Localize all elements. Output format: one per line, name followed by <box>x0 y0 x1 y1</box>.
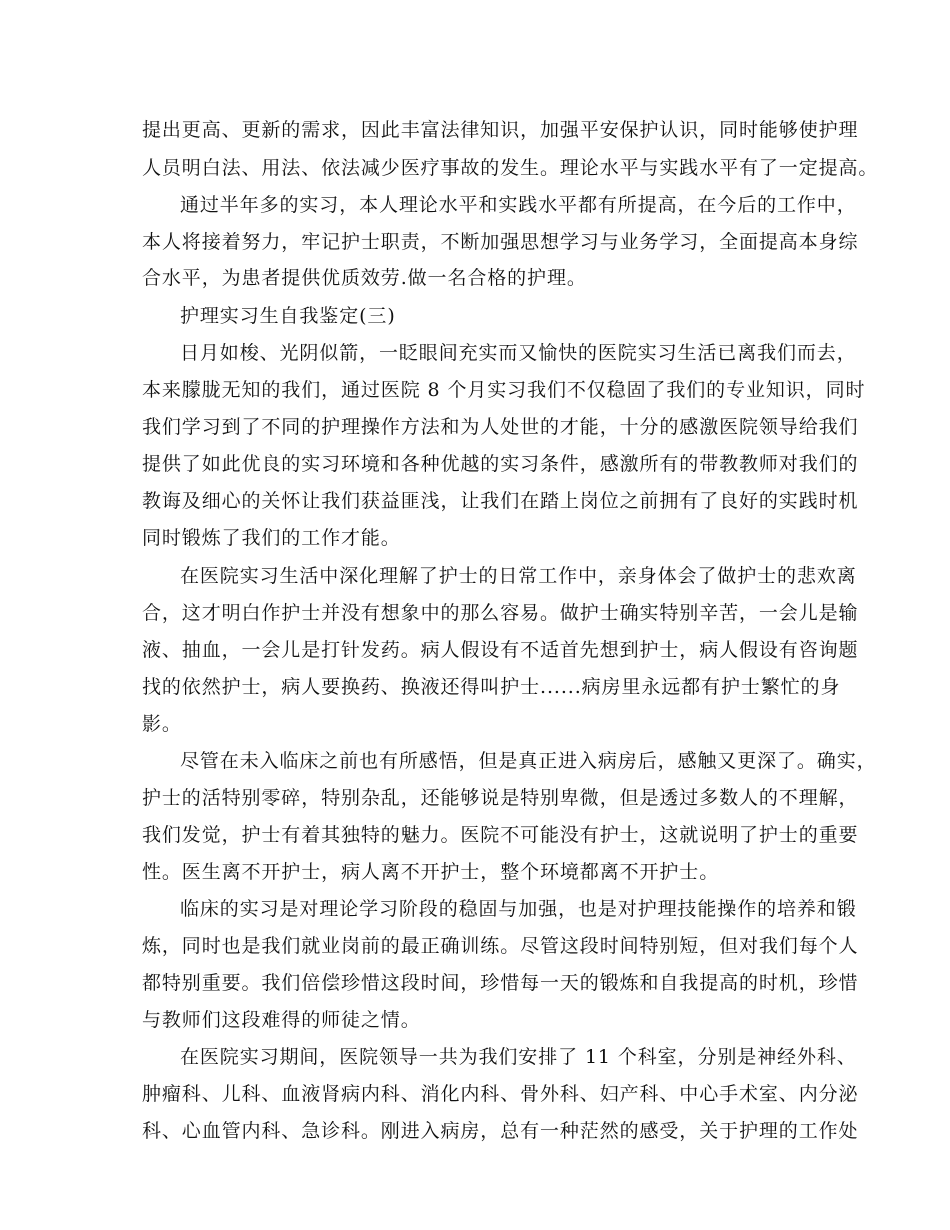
text-line-24: 都特别重要。我们倍偿珍惜这段时间，珍惜每一天的锻炼和自我提高的时机，珍惜 <box>142 972 859 994</box>
text-line-7: 日月如梭、光阴似箭，一眨眼间充实而又愉快的医院实习生活已离我们而去， <box>180 342 857 364</box>
text-line-10: 提供了如此优良的实习环境和各种优越的实习条件，感激所有的带教教师对我们的 <box>142 453 859 475</box>
text-line-27: 肿瘤科、儿科、血液肾病内科、消化内科、骨外科、妇产科、中心手术室、内分泌 <box>142 1083 859 1105</box>
text-line-22: 临床的实习是对理论学习阶段的稳固与加强，也是对护理技能操作的培养和锻 <box>180 898 857 920</box>
text-line-3: 通过半年多的实习，本人理论水平和实践水平都有所提高，在今后的工作中， <box>180 194 857 216</box>
text-line-23: 炼，同时也是我们就业岗前的最正确训练。尽管这段时间特别短，但对我们每个人 <box>142 935 859 957</box>
text-line-19: 护士的活特别零碎，特别杂乱，还能够说是特别卑微，但是透过多数人的不理解， <box>142 787 859 809</box>
text-line-11: 教诲及细心的关怀让我们获益匪浅，让我们在踏上岗位之前拥有了良好的实践时机 <box>142 490 859 512</box>
text-line-18: 尽管在未入临床之前也有所感悟，但是真正进入病房后，感触又更深了。确实， <box>180 750 877 772</box>
section-heading: 护理实习生自我鉴定(三) <box>180 305 396 327</box>
text-line-4: 本人将接着努力，牢记护士职责，不断加强思想学习与业务学习，全面提高本身综 <box>142 231 859 253</box>
text-line-20: 我们发觉，护士有着其独特的魅力。医院不可能没有护士，这就说明了护士的重要 <box>142 824 859 846</box>
text-line-9: 我们学习到了不同的护理操作方法和为人处世的才能，十分的感激医院领导给我们 <box>142 416 859 438</box>
text-line-17: 影。 <box>142 713 182 735</box>
text-line-8: 本来朦胧无知的我们，通过医院 8 个月实习我们不仅稳固了我们的专业知识，同时 <box>142 379 866 401</box>
text-line-25: 与教师们这段难得的师徒之情。 <box>142 1009 421 1031</box>
text-line-15: 液、抽血，一会儿是打针发药。病人假设有不适首先想到护士，病人假设有咨询题 <box>142 639 859 661</box>
text-line-21: 性。医生离不开护士，病人离不开护士，整个环境都离不开护士。 <box>142 861 720 883</box>
text-line-2: 人员明白法、用法、依法减少医疗事故的发生。理论水平与实践水平有了一定提高。 <box>142 157 879 179</box>
text-line-13: 在医院实习生活中深化理解了护士的日常工作中，亲身体会了做护士的悲欢离 <box>180 565 857 587</box>
text-line-12: 同时锻炼了我们的工作才能。 <box>142 527 401 549</box>
text-line-5: 合水平，为患者提供优质效劳.做一名合格的护理。 <box>142 267 587 289</box>
text-line-26: 在医院实习期间，医院领导一共为我们安排了 11 个科室，分别是神经外科、 <box>180 1046 857 1068</box>
text-line-14: 合，这才明白作护士并没有想象中的那么容易。做护士确实特别辛苦，一会儿是输 <box>142 602 859 624</box>
text-line-28: 科、心血管内科、急诊科。刚进入病房，总有一种茫然的感受，关于护理的工作处 <box>142 1120 859 1142</box>
text-line-16: 找的依然护士，病人要换药、换液还得叫护士......病房里永远都有护士繁忙的身 <box>142 676 841 698</box>
text-line-1: 提出更高、更新的需求，因此丰富法律知识，加强平安保护认识，同时能够使护理 <box>142 119 859 141</box>
